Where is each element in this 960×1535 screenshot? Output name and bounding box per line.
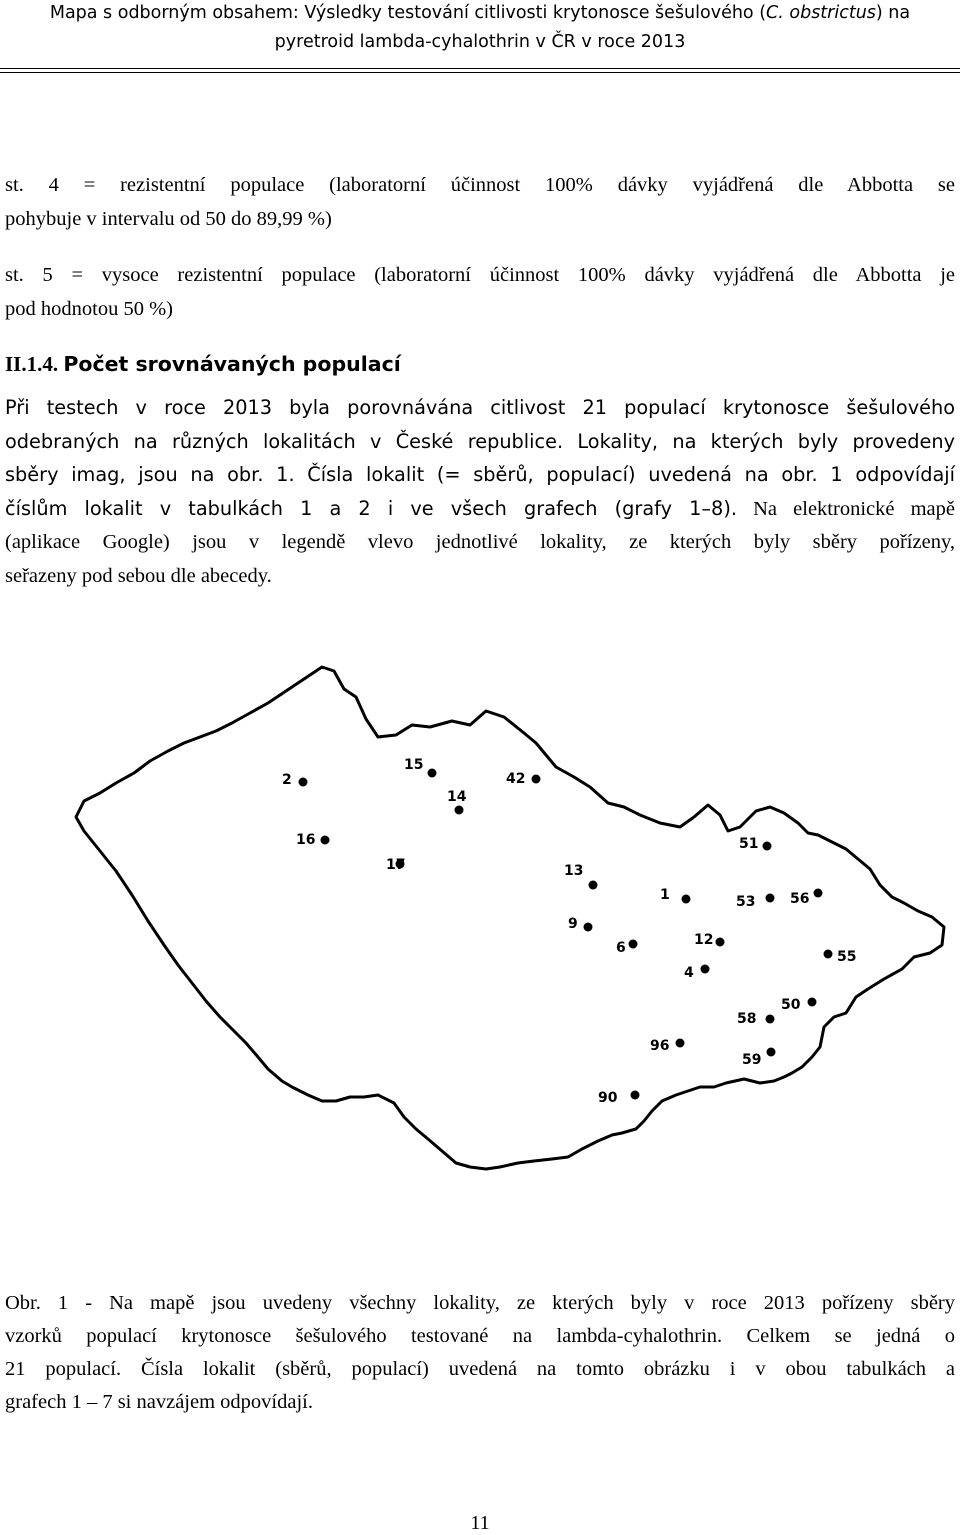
header-line-1: Mapa s odborným obsahem: Výsledky testování citlivosti krytonosce šešulového (C. obstrictus) na xyxy=(49,3,911,23)
location-label-58: 58 xyxy=(737,1011,757,1027)
definition-st4 xyxy=(5,168,955,236)
location-dot-55 xyxy=(824,950,833,959)
location-label-2: 2 xyxy=(282,772,292,788)
location-dot-9 xyxy=(584,923,593,932)
body-line-2: odebraných na různých lokalitách v České republice. Lokality, na kterých byly provedeny xyxy=(5,429,955,453)
location-dot-58 xyxy=(766,1015,775,1024)
location-dot-15 xyxy=(428,769,437,778)
definition-st5 xyxy=(5,258,955,326)
definition-st4-line-2: pohybuje v intervalu od 50 do 89,99 %) xyxy=(5,208,332,230)
header-rule-bottom xyxy=(0,72,960,73)
map-svg xyxy=(0,655,960,1255)
location-label-59: 59 xyxy=(742,1052,762,1068)
location-label-14: 14 xyxy=(447,789,467,805)
location-label-50: 50 xyxy=(781,997,801,1013)
location-label-17: 17 xyxy=(386,857,406,873)
location-label-51: 51 xyxy=(739,836,759,852)
location-dot-13 xyxy=(589,881,598,890)
body-line-1: Při testech v roce 2013 byla porovnávána citlivost 21 populací krytonosce šešulového xyxy=(5,396,955,419)
body-line-4 xyxy=(5,492,955,527)
location-dot-14 xyxy=(455,806,464,815)
country-outline xyxy=(76,667,944,1169)
definition-st5-line-1: st. 5 = vysoce rezistentní populace (laboratorní účinnost 100% dávky vyjádřená dle Abbotta je xyxy=(5,264,955,286)
figure-caption xyxy=(5,1287,955,1419)
body-line-4-serif: Na elektronické mapě xyxy=(736,497,956,520)
czech-republic-map xyxy=(0,655,960,1255)
location-label-96: 96 xyxy=(650,1038,670,1054)
body-paragraph xyxy=(5,391,955,593)
location-dot-51 xyxy=(763,842,772,851)
caption-line-2: vzorků populací krytonosce šešulového testované na lambda-cyhalothrin. Celkem se jedná o xyxy=(5,1325,955,1347)
header-species-italic: C. obstrictus xyxy=(766,3,876,23)
page-number: 11 xyxy=(470,1512,490,1534)
location-label-55: 55 xyxy=(837,949,857,965)
section-heading xyxy=(5,347,401,381)
location-dot-4 xyxy=(701,965,710,974)
body-line-6: seřazeny pod sebou dle abecedy. xyxy=(5,564,272,587)
location-dot-12 xyxy=(716,938,725,947)
definition-st5-line-2: pod hodnotou 50 %) xyxy=(5,298,173,320)
caption-line-3: 21 populací. Čísla lokalit (sběrů, populací) uvedená na tomto obrázku i v obou tabulkách a xyxy=(5,1358,955,1380)
definition-st4-line-1: st. 4 = rezistentní populace (laboratorní účinnost 100% dávky vyjádřená dle Abbotta se xyxy=(5,174,955,196)
location-label-53: 53 xyxy=(736,894,756,910)
location-label-9: 9 xyxy=(568,916,578,932)
section-number: II.1.4. xyxy=(5,352,59,376)
running-header xyxy=(0,0,960,68)
location-dot-56 xyxy=(814,889,823,898)
location-label-12: 12 xyxy=(694,932,714,948)
body-line-5: (aplikace Google) jsou v legendě vlevo jednotlivé lokality, ze kterých byly sběry pořízeny, xyxy=(5,531,955,553)
location-dot-2 xyxy=(299,778,308,787)
location-label-1: 1 xyxy=(660,887,670,903)
location-dot-42 xyxy=(532,775,541,784)
location-dot-16 xyxy=(321,836,330,845)
location-dot-59 xyxy=(767,1048,776,1057)
location-label-6: 6 xyxy=(616,940,626,956)
location-dot-6 xyxy=(629,940,638,949)
caption-line-4: grafech 1 – 7 si navzájem odpovídají. xyxy=(5,1391,313,1413)
location-label-15: 15 xyxy=(404,757,424,773)
location-label-56: 56 xyxy=(790,891,810,907)
location-label-90: 90 xyxy=(598,1090,618,1106)
section-title: Počet srovnávaných populací xyxy=(63,352,401,376)
body-line-3: sběry imag, jsou na obr. 1. Čísla lokalit (= sběrů, populací) uvedená na obr. 1 odpovídají xyxy=(5,463,955,486)
header-rule-top xyxy=(0,68,960,69)
location-label-16: 16 xyxy=(296,832,316,848)
location-dot-90 xyxy=(631,1091,640,1100)
caption-line-1: Obr. 1 - Na mapě jsou uvedeny všechny lokality, ze kterých byly v roce 2013 pořízeny sběry xyxy=(5,1292,955,1314)
location-label-42: 42 xyxy=(506,771,526,787)
body-line-4-sans: číslům lokalit v tabulkách 1 a 2 i ve všech grafech (grafy 1–8). xyxy=(5,496,737,520)
location-dot-96 xyxy=(676,1039,685,1048)
header-line-2: pyretroid lambda-cyhalothrin v ČR v roce 2013 xyxy=(274,32,686,52)
location-label-4: 4 xyxy=(684,965,694,981)
location-dot-50 xyxy=(808,998,817,1007)
location-dot-53 xyxy=(766,894,775,903)
location-dot-1 xyxy=(682,895,691,904)
location-label-13: 13 xyxy=(564,863,584,879)
